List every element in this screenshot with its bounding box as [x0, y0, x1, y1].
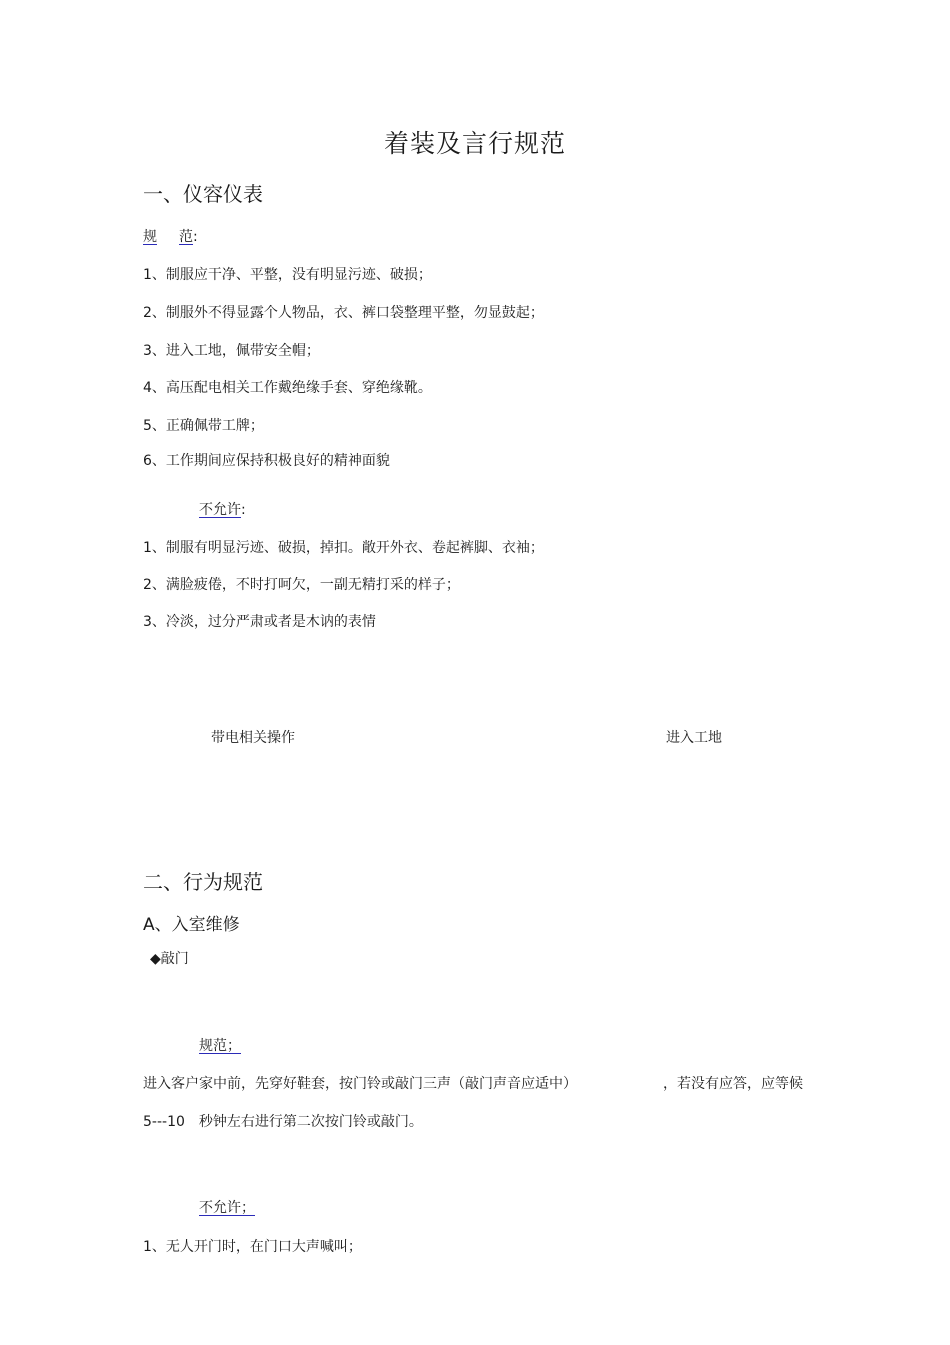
norms-text-line-1b: ，若没有应答，应等候	[663, 1076, 803, 1092]
norms-label-row	[143, 226, 198, 246]
norm-item: 1、制服应干净、平整，没有明显污迹、破损；	[143, 267, 432, 283]
norm-item: 5、正确佩带工牌；	[143, 418, 264, 434]
not-allowed-label-2: 不允许；	[199, 1200, 255, 1216]
norms-label: 规 范	[143, 229, 193, 245]
norms-label-2: 规范；	[199, 1038, 241, 1054]
not-allowed-colon: :	[241, 502, 246, 518]
section-heading-behavior: 二、行为规范	[143, 870, 263, 894]
norms-text-line-2: 5---10 秒钟左右进行第二次按门铃或敲门。	[143, 1114, 423, 1130]
page-title: 着装及言行规范	[383, 129, 566, 158]
not-allowed-label-row	[199, 499, 246, 519]
not-allowed-label: 不允许	[199, 502, 241, 518]
image-caption-site: 进入工地	[666, 730, 722, 746]
norm-item: 3、进入工地，佩带安全帽；	[143, 343, 320, 359]
norms-colon: :	[193, 229, 198, 245]
section-heading-appearance: 一、仪容仪表	[143, 182, 263, 206]
image-caption-electrical: 带电相关操作	[211, 730, 295, 746]
norms-text-line-1: 进入客户家中前，先穿好鞋套，按门铃或敲门三声（敲门声音应适中）	[143, 1076, 577, 1092]
not-allowed-item: 1、制服有明显污迹、破损，掉扣。敞开外衣、卷起裤脚、衣袖；	[143, 540, 544, 556]
subsection-heading: A、入室维修	[143, 915, 240, 935]
norm-item: 4、高压配电相关工作戴绝缘手套、穿绝缘靴。	[143, 380, 432, 396]
norm-item: 2、制服外不得显露个人物品，衣、裤口袋整理平整，勿显鼓起；	[143, 305, 544, 321]
not-allowed-item: 3、冷淡，过分严肃或者是木讷的表情	[143, 614, 376, 630]
bullet-knock: ◆敲门	[150, 951, 189, 967]
not-allowed-item: 2、满脸疲倦，不时打呵欠，一副无精打采的样子；	[143, 577, 460, 593]
norm-item: 6、工作期间应保持积极良好的精神面貌	[143, 453, 390, 469]
not-allowed-item: 1、无人开门时，在门口大声喊叫；	[143, 1239, 362, 1255]
